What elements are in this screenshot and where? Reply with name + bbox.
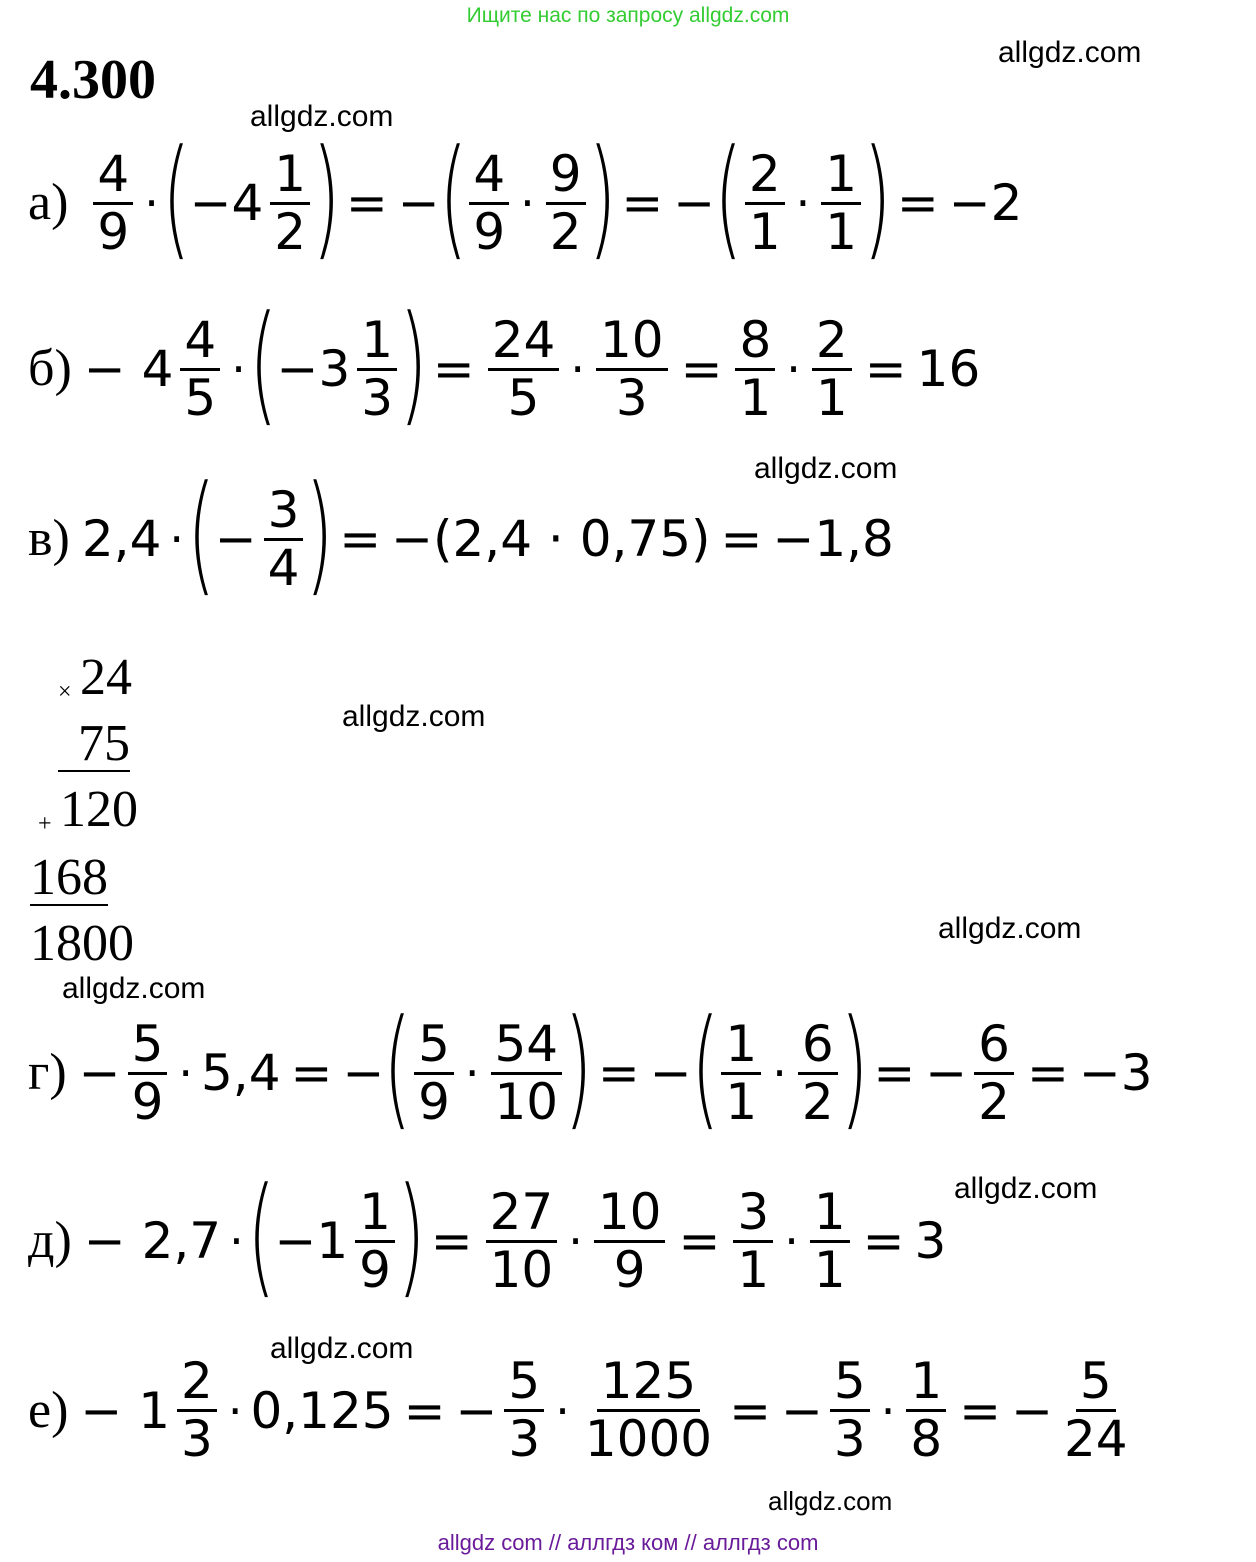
problem-number: 4.300 <box>30 49 156 111</box>
watermark: allgdz.com <box>270 1332 414 1365</box>
fraction: $\frac{27}{10}$ <box>486 1187 558 1296</box>
fraction: $\frac{24}{5}$ <box>488 315 560 424</box>
fraction: $\frac{5}{24}$ <box>1063 1352 1128 1468</box>
fraction: $\frac{1}{9}$ <box>355 1187 395 1296</box>
search-banner: Ищите нас по запросу allgdz.com <box>466 4 790 27</box>
fraction: $\frac{3}{4}$ <box>264 485 304 594</box>
fraction: $\frac{2}{1}$ <box>812 315 852 424</box>
equation-e: е) − 1 $\frac{2}{3}$ · 0,125 = − $\frac{5}{3}$ · $\frac{125}{1000}$ = − $\frac{5}{3}$ · $\frac{1}{8}$ = − $\frac{5}{24}$ <box>28 1356 1137 1465</box>
fraction: $\frac{4}{9}$ <box>469 149 509 258</box>
fraction: $\frac{54}{10}$ <box>491 1019 563 1128</box>
whole-part: −3 <box>276 340 351 399</box>
fraction: $\frac{3}{1}$ <box>733 1187 773 1296</box>
item-label: в) <box>28 510 70 568</box>
fraction: $\frac{6}{2}$ <box>974 1019 1014 1128</box>
item-label: б) <box>28 340 72 398</box>
fraction: $\frac{5}{3}$ <box>830 1356 870 1465</box>
result: −3 <box>1078 1044 1153 1103</box>
watermark: allgdz.com <box>250 100 394 133</box>
item-label: е) <box>28 1381 69 1439</box>
equation-a: а) $\frac{4}{9}$ · ( −4 $\frac{1}{2}$ ) = − ( $\frac{4}{9}$ · $\frac{9}{2}$ ) = − ( $\frac{2}{1}$ · $\frac{1}{1}$ ) = −2 <box>28 121 1023 273</box>
fraction: $\frac{4}{5}$ <box>180 315 220 424</box>
fraction: $\frac{10}{3}$ <box>596 315 668 424</box>
fraction: $\frac{5}{3}$ <box>504 1356 544 1465</box>
fraction: $\frac{1}{1}$ <box>810 1187 850 1296</box>
watermark: allgdz.com <box>954 1172 1098 1205</box>
watermark: allgdz.com <box>998 36 1142 69</box>
equation-g: г) − $\frac{5}{9}$ · 5,4 = − ( $\frac{5}{9}$ · $\frac{54}{10}$ ) = − ( $\frac{1}{1}$ · $\frac{6}{2}$ ) = − $\frac{6}{2}$ = −3 <box>28 991 1153 1143</box>
fraction: $\frac{1}{8}$ <box>906 1356 946 1465</box>
result: −2 <box>948 174 1023 233</box>
watermark: allgdz.com <box>62 972 206 1005</box>
item-label: а) <box>28 174 69 232</box>
fraction: $\frac{2}{3}$ <box>177 1356 217 1465</box>
watermark: allgdz.com <box>768 1486 893 1516</box>
fraction: $\frac{125}{1000}$ <box>584 1352 713 1468</box>
fraction: $\frac{5}{9}$ <box>414 1019 454 1128</box>
fraction: $\frac{1}{2}$ <box>270 149 310 258</box>
fraction: $\frac{5}{9}$ <box>128 1019 168 1128</box>
item-label: г) <box>28 1044 67 1102</box>
equation-v: в) 2,4 · ( − $\frac{3}{4}$ ) = −(2,4 · 0,75) = −1,8 <box>28 457 894 609</box>
watermark: allgdz.com <box>938 912 1082 945</box>
whole-part: −4 <box>189 174 264 233</box>
whole-part: −1 <box>274 1212 349 1271</box>
fraction: $\frac{4}{9}$ <box>93 149 133 258</box>
item-label: д) <box>28 1212 72 1270</box>
equation-d: д) − 2,7 · ( −1 $\frac{1}{9}$ ) = $\frac{27}{10}$ · $\frac{10}{9}$ = $\frac{3}{1}$ · $\frac{1}{1}$ = 3 <box>28 1159 947 1311</box>
watermark: allgdz.com <box>754 452 898 485</box>
fraction: $\frac{10}{9}$ <box>594 1187 666 1296</box>
result: 1800 <box>30 915 134 972</box>
fraction: $\frac{9}{2}$ <box>546 149 586 258</box>
result: −1,8 <box>772 510 894 569</box>
watermark: allgdz.com <box>342 700 486 733</box>
result: 16 <box>916 340 981 399</box>
fraction: $\frac{1}{1}$ <box>721 1019 761 1128</box>
fraction: $\frac{6}{2}$ <box>798 1019 838 1128</box>
result: 3 <box>914 1212 947 1271</box>
equation-b: б) − 4 $\frac{4}{5}$ · ( −3 $\frac{1}{3}$ ) = $\frac{24}{5}$ · $\frac{10}{3}$ = $\frac{8}{1}$ · $\frac{2}{1}$ = 16 <box>28 287 981 439</box>
fraction: $\frac{8}{1}$ <box>735 315 775 424</box>
fraction: $\frac{2}{1}$ <box>745 149 785 258</box>
footer-links[interactable]: allgdz com // аллгдз ком // аллгдз com <box>437 1530 819 1555</box>
fraction: $\frac{1}{3}$ <box>357 315 397 424</box>
fraction: $\frac{1}{1}$ <box>821 149 861 258</box>
